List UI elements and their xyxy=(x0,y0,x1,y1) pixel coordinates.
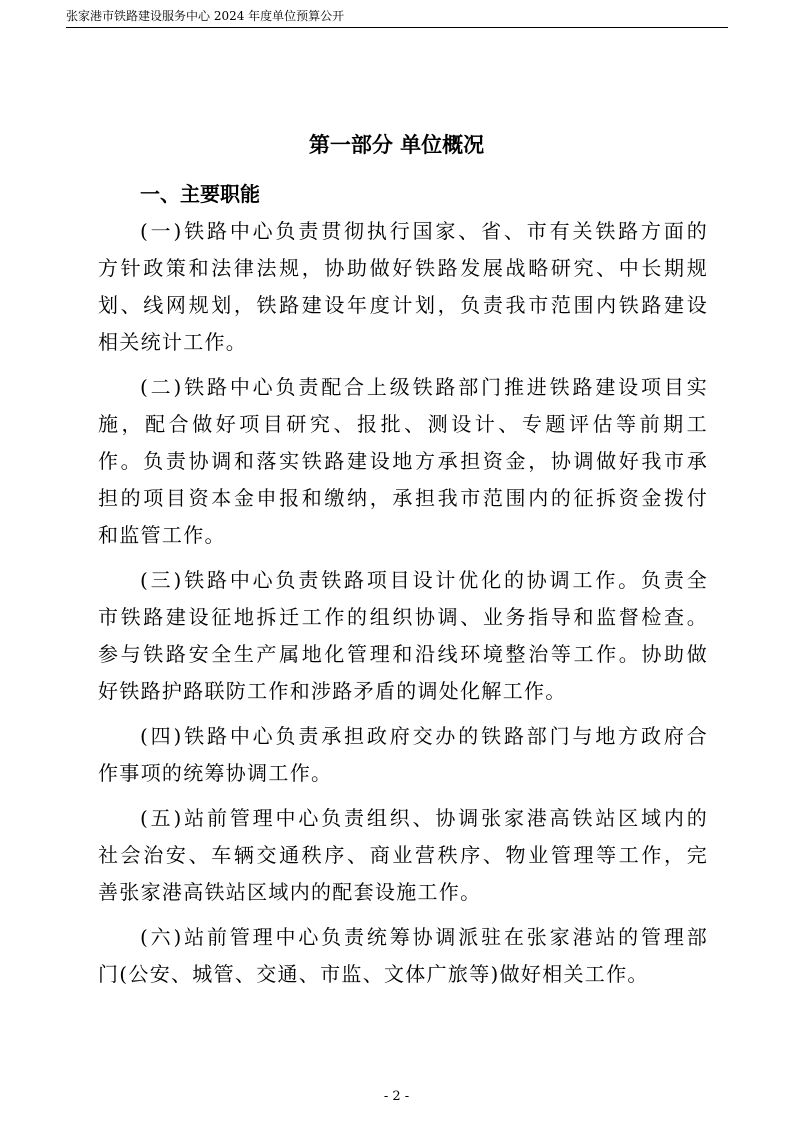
paragraph-line: 作。负责协调和落实铁路建设地方承担资金，协调做好我市承 xyxy=(98,449,708,473)
paragraph-line: (六)站前管理中心负责统筹协调派驻在张家港站的管理部 xyxy=(140,925,708,949)
header-title: 张家港市铁路建设服务中心 2024 年度单位预算公开 xyxy=(66,9,345,23)
paragraph-4 xyxy=(98,718,708,792)
paragraph-2 xyxy=(98,369,708,554)
paragraph-6 xyxy=(98,919,708,993)
paragraph-line: 方针政策和法律法规，协助做好铁路发展战略研究、中长期规 xyxy=(98,256,708,280)
paragraph-line: 担的项目资本金申报和缴纳，承担我市范围内的征拆资金拨付 xyxy=(98,486,708,510)
paragraph-line: 门(公安、城管、交通、市监、文体广旅等)做好相关工作。 xyxy=(98,962,649,986)
paragraph-line: 相关统计工作。 xyxy=(98,330,248,354)
body-text xyxy=(98,213,708,1001)
paragraph-line: 作事项的统筹协调工作。 xyxy=(98,761,333,785)
paragraph-line: 善张家港高铁站区域内的配套设施工作。 xyxy=(98,880,482,904)
paragraph-line: 和监管工作。 xyxy=(98,523,226,547)
paragraph-line: (四)铁路中心负责承担政府交办的铁路部门与地方政府合 xyxy=(140,724,708,748)
paragraph-line: 施，配合做好项目研究、报批、测设计、专题评估等前期工 xyxy=(98,412,708,436)
paragraph-3 xyxy=(98,562,708,710)
paragraph-5 xyxy=(98,800,708,911)
paragraph-line: 划、线网规划，铁路建设年度计划，负责我市范围内铁路建设 xyxy=(98,293,708,317)
paragraph-line: 好铁路护路联防工作和涉路矛盾的调处化解工作。 xyxy=(98,679,567,703)
paragraph-line: 参与铁路安全生产属地化管理和沿线环境整治等工作。协助做 xyxy=(98,642,708,666)
header-divider xyxy=(66,27,728,28)
paragraph-line: (三)铁路中心负责铁路项目设计优化的协调工作。负责全 xyxy=(140,568,708,592)
paragraph-1 xyxy=(98,213,708,361)
paragraph-line: (二)铁路中心负责配合上级铁路部门推进铁路建设项目实 xyxy=(140,375,708,399)
paragraph-line: (五)站前管理中心负责组织、协调张家港高铁站区域内的 xyxy=(140,806,708,830)
part-title: 第一部分 单位概况 xyxy=(308,133,485,157)
paragraph-line: 社会治安、车辆交通秩序、商业营秩序、物业管理等工作，完 xyxy=(98,843,708,867)
section-heading: 一、主要职能 xyxy=(140,182,260,206)
page-number: - 2 - xyxy=(383,1089,410,1104)
paragraph-line: 市铁路建设征地拆迁工作的组织协调、业务指导和监督检查。 xyxy=(98,605,708,629)
paragraph-line: (一)铁路中心负责贯彻执行国家、省、市有关铁路方面的 xyxy=(140,219,708,243)
